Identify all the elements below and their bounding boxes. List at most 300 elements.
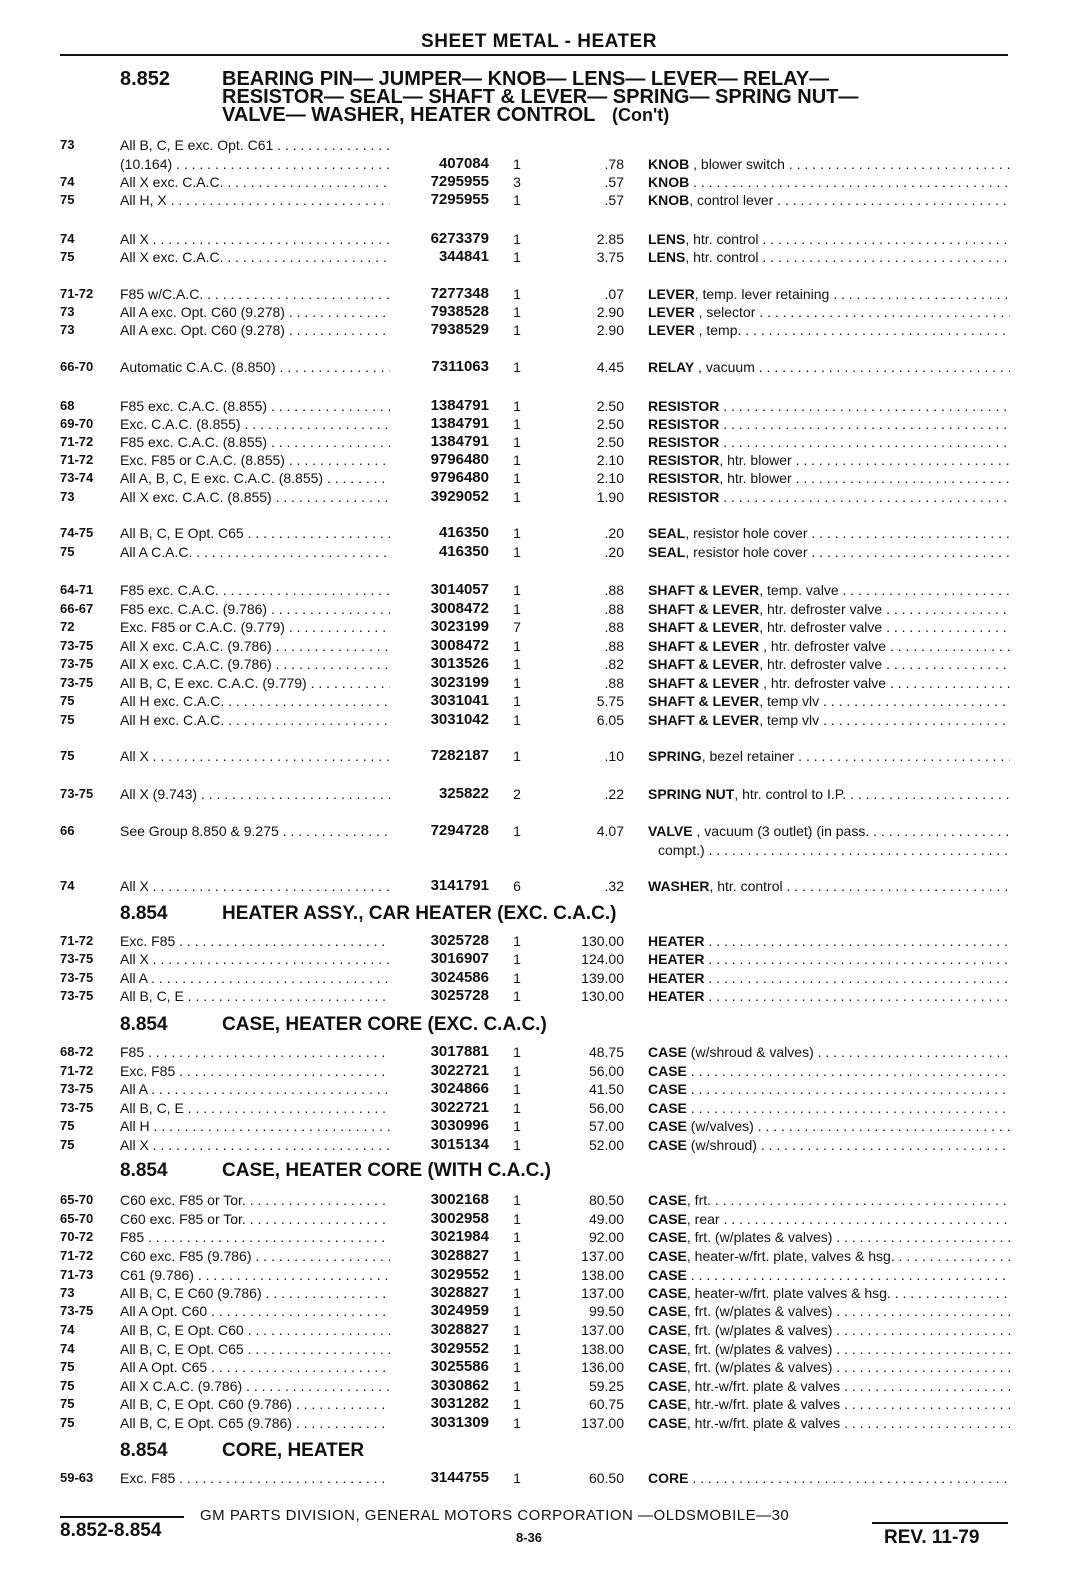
list-price: .20 [604,544,624,560]
part-number: 3031042 [430,711,489,728]
part-qualifier: , control lever [689,192,774,208]
part-number: 3141791 [430,877,489,894]
list-price: 4.45 [596,359,624,375]
part-name: RESISTOR [648,470,720,486]
footer-page-number: 8-36 [516,1530,543,1545]
part-description [648,1228,1010,1246]
part-row [0,1247,1078,1265]
part-qualifier: , htr.-w/frt. plate & valves [686,1396,841,1412]
model-years: 71-72 [60,286,94,301]
part-description [648,415,1010,433]
footer-publisher: GM PARTS DIVISION, GENERAL MOTORS CORPORATION —OLDSMOBILE—30 [200,1507,790,1524]
part-description [648,877,1010,895]
part-description [648,1043,1010,1061]
part-number: 3028827 [430,1321,489,1338]
application: All A Opt. C65 . . . [120,1358,390,1376]
part-qualifier: , htr. control [709,878,783,894]
part-name: HEATER [648,988,705,1004]
model-years: 75 [60,249,75,264]
part-name: CASE [648,1303,687,1319]
part-name: CASE [648,1100,687,1116]
part-name: CASE [648,1081,687,1097]
list-price: .20 [604,525,624,541]
part-row [0,637,1078,655]
part-qualifier: , temp. lever retaining [694,286,830,302]
application: All B, C, E Opt. C60 . . . [120,1321,390,1339]
application: All B, C, E exc. Opt. C61 . . . [120,136,390,154]
part-row [0,1080,1078,1098]
application: C60 exc. F85 or Tor. . . . [120,1191,390,1209]
part-description [648,488,1010,506]
footer-rule-right [872,1522,1008,1524]
part-row [0,1395,1078,1413]
part-row [0,950,1078,968]
part-qualifier: , blower switch [689,156,785,172]
part-qualifier: , frt. [686,1192,712,1208]
part-description [648,692,1010,710]
part-row [0,1210,1078,1228]
quantity: 1 [513,582,521,598]
list-price: 137.00 [581,1248,624,1264]
part-qualifier: , htr. control [685,231,759,247]
quantity: 1 [513,951,521,967]
part-row [0,303,1078,321]
quantity: 1 [513,1192,521,1208]
part-name: SHAFT & LEVER [648,656,760,672]
model-years: 75 [60,1378,75,1393]
part-description [648,469,1010,487]
part-description [648,358,1010,376]
part-number: 9796480 [430,451,489,468]
list-price: 139.00 [581,970,624,986]
part-name: LENS [648,249,686,265]
part-description [648,543,1010,561]
part-description [648,524,1010,542]
part-number: 7294728 [430,822,489,839]
part-qualifier: , temp. [694,322,742,338]
part-number: 3002958 [430,1210,489,1227]
quantity: 1 [513,1396,521,1412]
part-name: CASE [648,1322,687,1338]
part-row [0,321,1078,339]
part-name: CASE [648,1359,687,1375]
part-qualifier: , rear [686,1211,720,1227]
part-name: SHAFT & LEVER [648,619,760,635]
part-row [0,711,1078,729]
model-years: 74-75 [60,525,94,540]
part-row [0,785,1078,803]
application: All A Opt. C60 . . . [120,1302,390,1320]
model-years: 65-70 [60,1211,94,1226]
quantity: 1 [513,1137,521,1153]
part-name: CASE [648,1378,687,1394]
list-price: 130.00 [581,988,624,1004]
part-qualifier: (w/shroud & valves) [686,1044,814,1060]
part-name: SHAFT & LEVER [648,638,760,654]
part-number: 1384791 [430,433,489,450]
model-years: 70-72 [60,1229,94,1244]
application: All B, C, E . . . [120,1099,390,1117]
part-name: CORE [648,1470,689,1486]
part-name: RESISTOR [648,416,720,432]
part-name: SHAFT & LEVER [648,582,760,598]
part-row [0,230,1078,248]
part-row [0,543,1078,561]
model-years: 75 [60,1118,75,1133]
quantity: 1 [513,712,521,728]
quantity: 1 [513,525,521,541]
quantity: 1 [513,416,521,432]
list-price: .88 [604,619,624,635]
part-description [648,655,1010,673]
list-price: 41.50 [588,1081,624,1097]
application: All X . . . [120,950,390,968]
quantity: 1 [513,398,521,414]
quantity: 1 [513,489,521,505]
model-years: 74 [60,231,75,246]
part-description [648,1080,1010,1098]
part-description [648,321,1010,339]
quantity: 1 [513,1378,521,1394]
list-price: 49.00 [588,1211,624,1227]
list-price: 2.50 [596,434,624,450]
part-number: 3013526 [430,655,489,672]
part-row [0,987,1078,1005]
model-years: 64-71 [60,582,94,597]
section-number: 8.854 [120,1160,168,1181]
part-name: VALVE [648,823,693,839]
part-row [0,451,1078,469]
part-row [0,932,1078,950]
part-description [648,1358,1010,1376]
part-qualifier: , htr. control to I.P. [734,786,847,802]
application: All X exc. C.A.C. (9.786) . . . [120,637,390,655]
application: C61 (9.786) . . . [120,1266,390,1284]
part-description [648,1266,1010,1284]
list-price: 138.00 [581,1341,624,1357]
part-row [0,841,1078,859]
application: All B, C, E . . . [120,987,390,1005]
application: All A exc. Opt. C60 (9.278) . . . [120,303,390,321]
part-description [648,785,1010,803]
application: Exc. F85 . . . [120,1469,390,1487]
application: F85 w/C.A.C. . . . [120,285,390,303]
part-row [0,248,1078,266]
quantity: 1 [513,1081,521,1097]
section-title-line: BEARING PIN— JUMPER— KNOB— LENS— LEVER— RELAY— [222,68,830,90]
model-years: 73 [60,1285,75,1300]
part-number: 3030996 [430,1117,489,1134]
part-number: 7938528 [430,303,489,320]
application: All X exc. C.A.C. . . . [120,173,390,191]
model-years: 68-72 [60,1044,94,1059]
list-price: 137.00 [581,1415,624,1431]
quantity: 1 [513,1359,521,1375]
list-price: 56.00 [588,1100,624,1116]
part-qualifier: (w/valves) [686,1118,754,1134]
part-description [648,637,1010,655]
application: All A C.A.C. . . . [120,543,390,561]
quantity: 1 [513,304,521,320]
part-row [0,1469,1078,1487]
part-description [648,397,1010,415]
part-row [0,1136,1078,1154]
model-years: 73-75 [60,1081,94,1096]
model-years: 73-75 [60,1303,94,1318]
section-number: 8.852 [120,68,171,90]
quantity: 1 [513,638,521,654]
quantity: 1 [513,192,521,208]
part-description [648,950,1010,968]
section-title-line: RESISTOR— SEAL— SHAFT & LEVER— SPRING— SPRING NUT— [222,86,859,108]
list-price: 5.75 [596,693,624,709]
part-number: 7282187 [430,747,489,764]
part-number: 9796480 [430,469,489,486]
quantity: 1 [513,1303,521,1319]
list-price: .88 [604,638,624,654]
quantity: 1 [513,1118,521,1134]
part-name: CASE [648,1229,687,1245]
list-price: 2.50 [596,416,624,432]
list-price: 1.90 [596,489,624,505]
footer-group-range: 8.852-8.854 [60,1520,162,1541]
part-row [0,969,1078,987]
part-number: 3028827 [430,1284,489,1301]
list-price: 92.00 [588,1229,624,1245]
quantity: 1 [513,544,521,560]
part-number: 1384791 [430,415,489,432]
part-description [648,1136,1010,1154]
quantity: 1 [513,249,521,265]
quantity: 1 [513,748,521,764]
model-years: 71-72 [60,1063,94,1078]
part-row [0,1321,1078,1339]
part-row [0,581,1078,599]
section-number: 8.854 [120,1014,168,1035]
application: F85 . . . [120,1228,390,1246]
part-qualifier: , vacuum [694,359,755,375]
list-price: .32 [604,878,624,894]
model-years: 66 [60,823,75,838]
quantity: 1 [513,656,521,672]
application: All X . . . [120,230,390,248]
list-price: 136.00 [581,1359,624,1375]
part-description [648,1062,1010,1080]
part-number: 7295955 [430,191,489,208]
part-description [648,1117,1010,1135]
application: Exc. F85 . . . [120,1062,390,1080]
application: Exc. F85 or C.A.C. (8.855) . . . [120,451,390,469]
part-description [648,747,1010,765]
list-price: 6.05 [596,712,624,728]
part-name: CASE [648,1211,687,1227]
part-number: 3029552 [430,1340,489,1357]
part-qualifier: , frt. (w/plates & valves) [686,1359,833,1375]
part-name: SHAFT & LEVER [648,675,760,691]
list-price: .88 [604,582,624,598]
model-years: 59-63 [60,1470,94,1485]
model-years: 75 [60,1137,75,1152]
application: All B, C, E Opt. C65 . . . [120,1340,390,1358]
list-price: 3.75 [596,249,624,265]
section-title: CASE, HEATER CORE (EXC. C.A.C.) [222,1014,547,1035]
part-description [648,303,1010,321]
part-name: RESISTOR [648,434,720,450]
model-years: 73-75 [60,786,94,801]
part-qualifier: , htr. defroster valve [759,619,883,635]
part-number: 3025728 [430,987,489,1004]
application: All B, C, E Opt. C65 (9.786) . . . [120,1414,390,1432]
part-number: 3016907 [430,950,489,967]
application: (10.164) . . . [120,155,390,173]
part-number: 3025586 [430,1358,489,1375]
part-number: 3929052 [430,488,489,505]
list-price: 2.10 [596,452,624,468]
part-row [0,173,1078,191]
model-years: 73-75 [60,988,94,1003]
part-row [0,1191,1078,1209]
part-row [0,600,1078,618]
application: All H exc. C.A.C. . . . [120,711,390,729]
application: All H exc. C.A.C. . . . [120,692,390,710]
application: All A . . . [120,969,390,987]
section-number: 8.854 [120,1440,168,1461]
model-years: 73-75 [60,970,94,985]
application: All B, C, E C60 (9.786) . . . [120,1284,390,1302]
application: F85 exc. C.A.C. (8.855) . . . [120,433,390,451]
list-price: 57.00 [588,1118,624,1134]
list-price: .78 [604,156,624,172]
part-row [0,1266,1078,1284]
part-name: CASE [648,1396,687,1412]
part-description [648,1321,1010,1339]
part-number: 1384791 [430,397,489,414]
part-qualifier: , frt. (w/plates & valves) [686,1322,833,1338]
application: F85 exc. C.A.C. (8.855) . . . [120,397,390,415]
section-title [222,70,858,124]
application: F85 . . . [120,1043,390,1061]
model-years: 66-67 [60,601,94,616]
part-number: 3030862 [430,1377,489,1394]
application: All A . . . [120,1080,390,1098]
part-description [648,674,1010,692]
quantity: 1 [513,1470,521,1486]
part-description [648,155,1010,173]
part-number: 416350 [438,543,489,560]
quantity: 1 [513,1044,521,1060]
part-description [648,1247,1010,1265]
section-title: CORE, HEATER [222,1440,365,1461]
model-years: 74 [60,1322,75,1337]
quantity: 1 [513,470,521,486]
part-row [0,1284,1078,1302]
model-years: 71-73 [60,1267,94,1282]
part-description [648,618,1010,636]
part-row [0,285,1078,303]
part-name: CASE [648,1415,687,1431]
model-years: 75 [60,712,75,727]
part-row [0,415,1078,433]
part-number: 3024586 [430,969,489,986]
quantity: 1 [513,231,521,247]
footer-revision: REV. 11-79 [884,1527,980,1548]
quantity: 1 [513,693,521,709]
part-name: SHAFT & LEVER [648,712,760,728]
quantity: 1 [513,452,521,468]
part-name: HEATER [648,970,705,986]
model-years: 75 [60,192,75,207]
part-qualifier: , temp vlv [759,712,820,728]
list-price: 4.07 [596,823,624,839]
part-description [648,932,1010,950]
part-description [648,969,1010,987]
part-row [0,674,1078,692]
part-row [0,524,1078,542]
list-price: 2.50 [596,398,624,414]
part-name: CASE [648,1285,687,1301]
quantity: 1 [513,601,521,617]
part-row [0,469,1078,487]
list-price: 60.75 [588,1396,624,1412]
description-continued: compt.) . . . [658,841,1010,859]
header-rule [60,54,1008,56]
model-years: 75 [60,544,75,559]
part-description [648,1099,1010,1117]
part-qualifier: (w/shroud) [686,1137,757,1153]
part-name: LEVER [648,286,695,302]
part-row [0,397,1078,415]
part-number: 3008472 [430,637,489,654]
application: All X exc. C.A.C. (9.786) . . . [120,655,390,673]
model-years: 68 [60,398,75,413]
part-number: 6273379 [430,230,489,247]
section-title: HEATER ASSY., CAR HEATER (EXC. C.A.C.) [222,903,617,924]
list-price: .88 [604,601,624,617]
quantity: 1 [513,1322,521,1338]
model-years: 75 [60,1415,75,1430]
part-row [0,618,1078,636]
section-title-line: VALVE— WASHER, HEATER CONTROL (Con't) [222,104,670,126]
quantity: 1 [513,988,521,1004]
part-row [0,822,1078,840]
part-qualifier: , heater-w/frt. plate valves & hsg. [686,1285,891,1301]
quantity: 1 [513,675,521,691]
part-number: 3028827 [430,1247,489,1264]
model-years: 75 [60,1359,75,1374]
quantity: 1 [513,1267,521,1283]
model-years: 71-72 [60,1248,94,1263]
part-name: SPRING NUT [648,786,735,802]
list-price: 60.50 [588,1470,624,1486]
part-name: LENS [648,231,686,247]
part-qualifier: , heater-w/frt. plate, valves & hsg. [686,1248,895,1264]
part-name: CASE [648,1118,687,1134]
application: All X (9.743) . . . [120,785,390,803]
part-number: 3024866 [430,1080,489,1097]
application: All A exc. Opt. C60 (9.278) . . . [120,321,390,339]
list-price: 52.00 [588,1137,624,1153]
list-price: .57 [604,192,624,208]
model-years: 73-75 [60,951,94,966]
application: All X C.A.C. (9.786) . . . [120,1377,390,1395]
list-price: .10 [604,748,624,764]
part-number: 3029552 [430,1266,489,1283]
part-row [0,1043,1078,1061]
application: Automatic C.A.C. (8.850) . . . [120,358,390,376]
model-years: 75 [60,748,75,763]
list-price: 2.10 [596,470,624,486]
model-years: 74 [60,174,75,189]
